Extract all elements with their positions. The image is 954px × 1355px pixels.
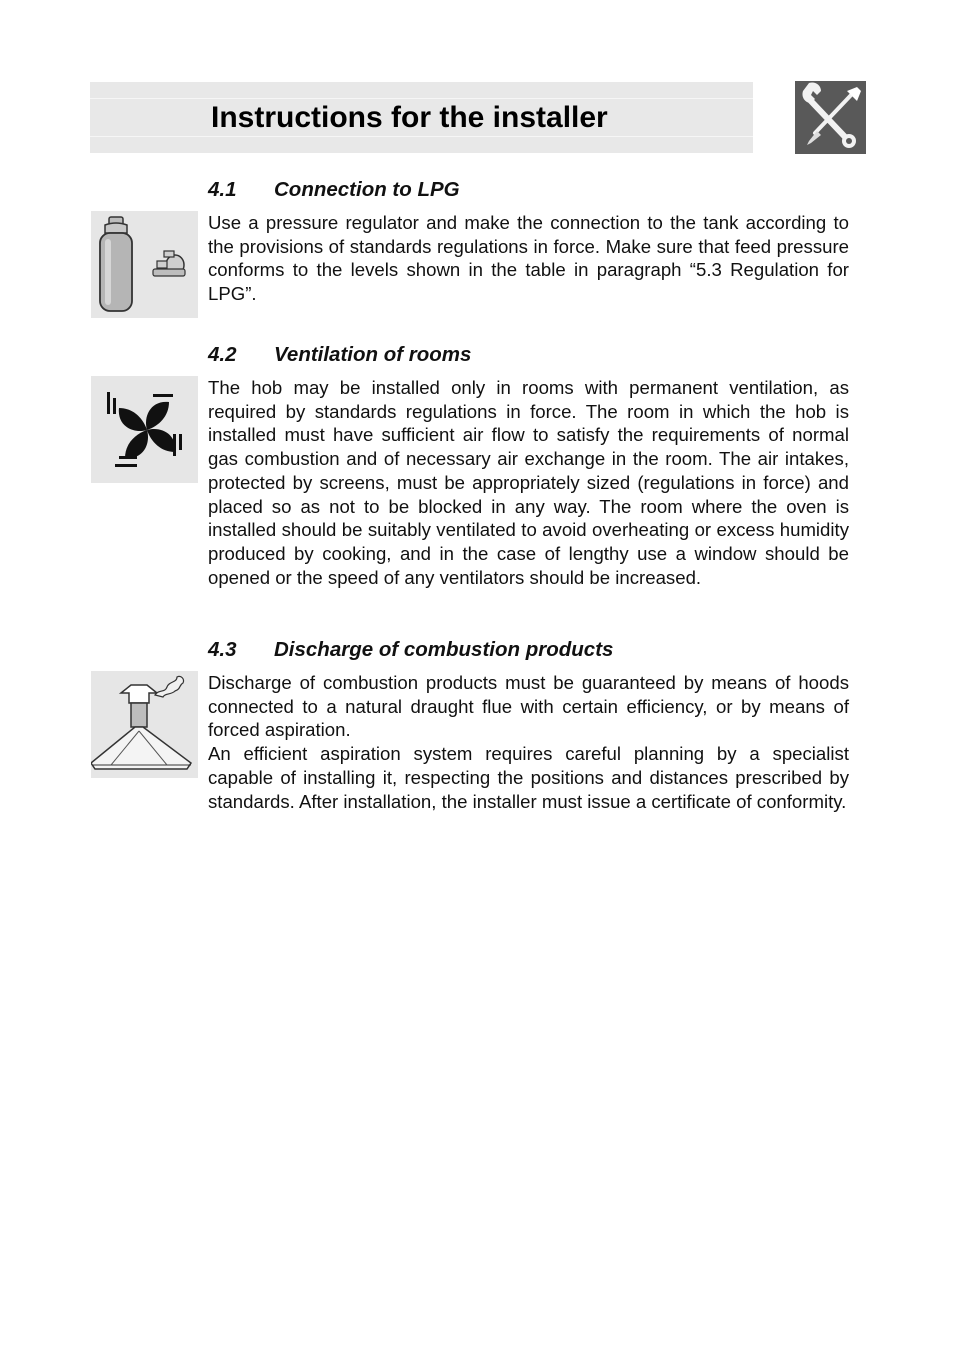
section-title: Discharge of combustion products bbox=[274, 638, 614, 661]
section-number: 4.1 bbox=[208, 178, 237, 201]
extractor-hood-icon bbox=[91, 671, 198, 778]
section-body-lpg bbox=[208, 211, 849, 306]
section-number: 4.3 bbox=[208, 638, 237, 661]
section-heading-lpg bbox=[208, 177, 460, 203]
section-title: Connection to LPG bbox=[274, 178, 460, 201]
gas-cylinder-regulator-icon bbox=[91, 211, 198, 318]
page-title: Instructions for the installer bbox=[211, 101, 608, 134]
section-heading-ventilation bbox=[208, 342, 471, 368]
wrench-screwdriver-icon bbox=[795, 81, 866, 154]
paragraph: An efficient aspiration system requires careful planning by a specialist capable of installing it, respecting the positions and distances prescribed by standards. After installation, the installer must issue a certificate of conformity. bbox=[208, 743, 849, 812]
paragraph: Discharge of combustion products must be guaranteed by means of hoods connected to a natural draught flue with certain efficiency, or by means of forced aspiration. bbox=[208, 672, 849, 741]
fan-ventilation-icon bbox=[91, 376, 198, 483]
section-heading-discharge bbox=[208, 637, 613, 663]
paragraph: Use a pressure regulator and make the connection to the tank according to the provisions of standards regulations in force. Make sure that feed pressure conforms to the levels shown in the table in paragraph “5.3 Regulation for LPG”. bbox=[208, 212, 849, 305]
section-body-discharge bbox=[208, 671, 849, 813]
section-title: Ventilation of rooms bbox=[274, 343, 472, 366]
paragraph: The hob may be installed only in rooms with permanent ventilation, as required by standards regulations in force. The room in which the hob is installed must have sufficient air flow to satisfy the requirements of normal gas combustion and of necessary air exchange in the room. The air intakes, protected by screens, must be appropriately sized (regulations in force) and placed so as not to be blocked in any way. The room where the oven is installed should be suitably ventilated to avoid overheating or excess humidity produced by cooking, and in the case of lengthy use a window should be opened or the speed of any ventilators should be increased. bbox=[208, 377, 849, 588]
section-number: 4.2 bbox=[208, 343, 237, 366]
section-body-ventilation bbox=[208, 376, 849, 589]
